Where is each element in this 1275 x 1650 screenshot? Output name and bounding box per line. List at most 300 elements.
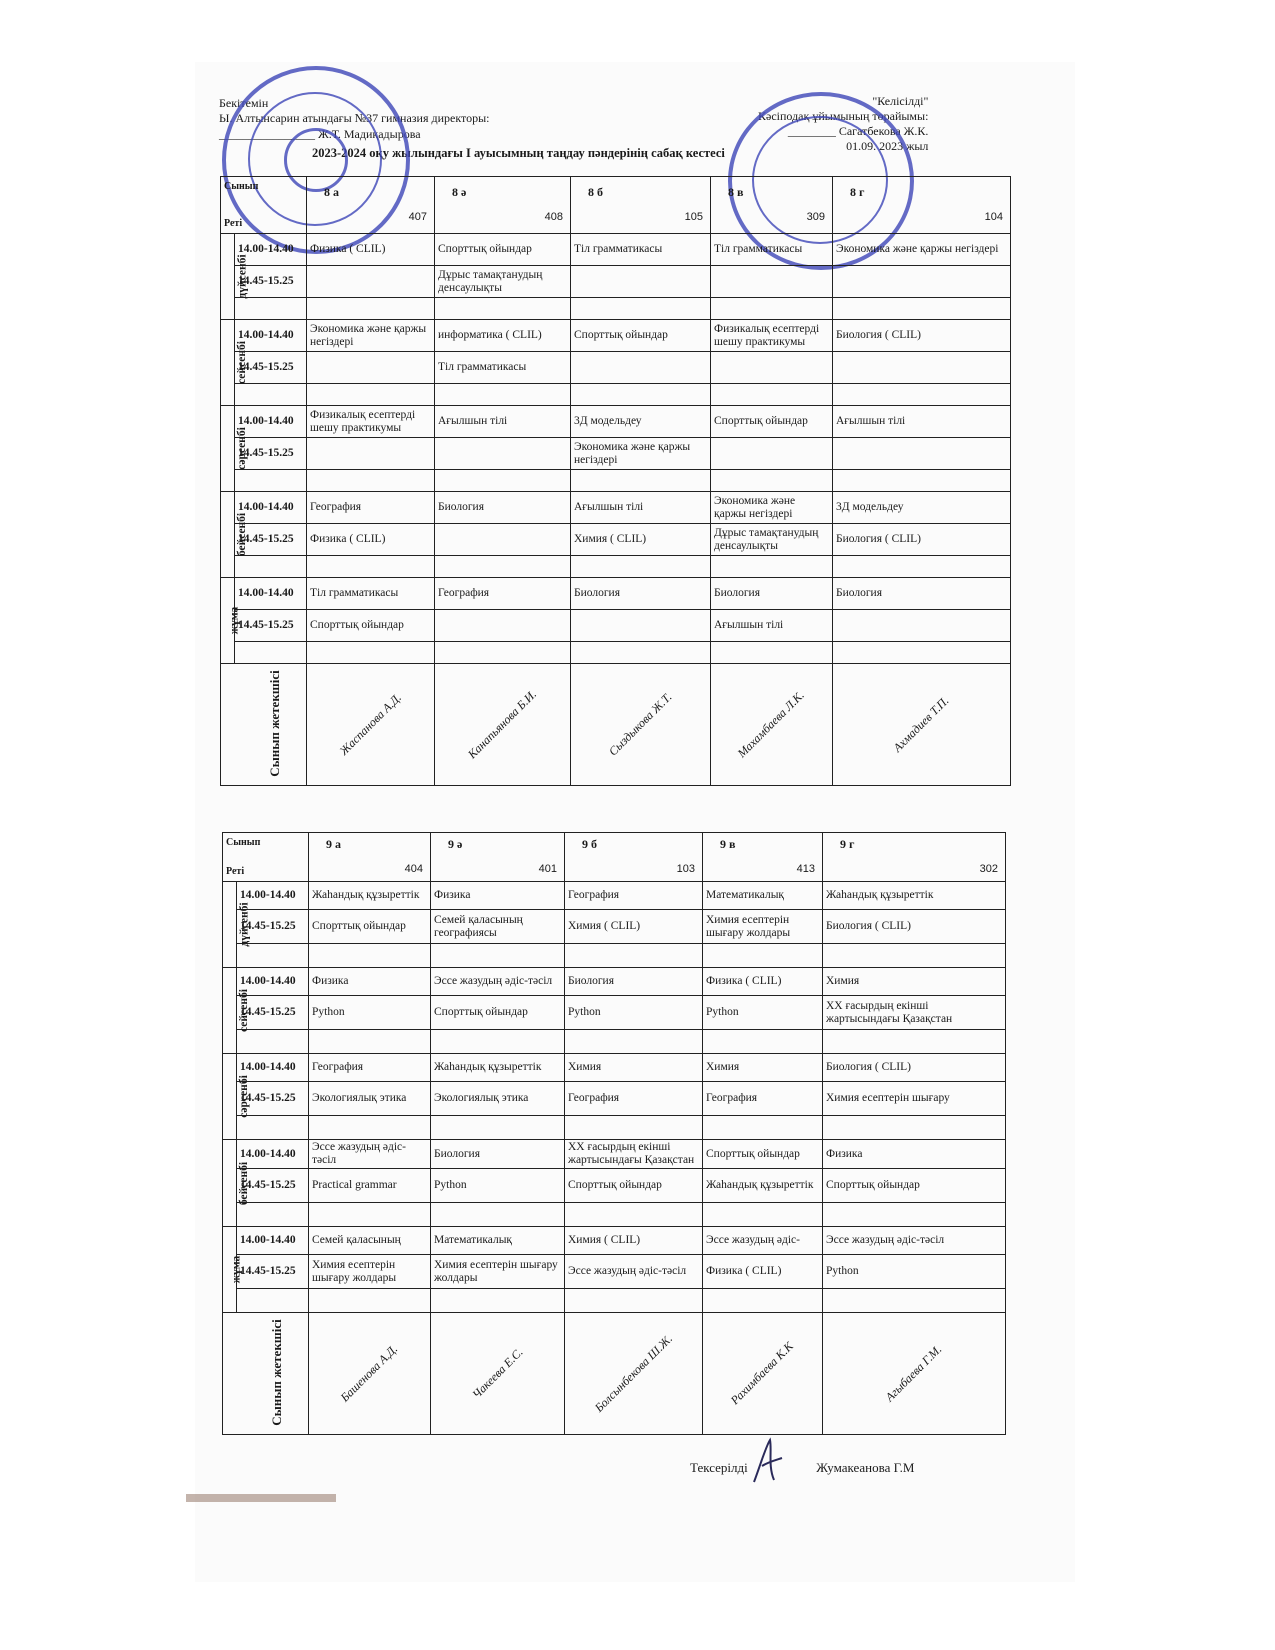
day-cell	[221, 320, 248, 406]
empty-cell	[235, 642, 307, 664]
empty-cell	[565, 1116, 703, 1140]
subject-cell: Python	[565, 996, 703, 1030]
room-number: 104	[984, 211, 1003, 223]
teacher-cell	[571, 664, 711, 786]
schedule-row	[223, 1054, 1006, 1082]
schedule-table-grade-9	[222, 832, 1006, 1435]
time-slot: 14.45-15.25	[237, 1082, 309, 1116]
subject-cell: Химия есептерін шығару жолдары	[703, 910, 823, 944]
time-slot: 14.00-14.40	[237, 968, 309, 996]
subject-cell: Эссе жазудың әдіс-	[703, 1227, 823, 1255]
empty-cell	[307, 298, 435, 320]
class-name: 9 в	[720, 837, 736, 851]
subject-cell: Экологиялық этика	[431, 1082, 565, 1116]
subject-cell: Биология	[833, 578, 1011, 610]
empty-cell	[307, 642, 435, 664]
subject-cell: География	[307, 492, 435, 524]
subject-cell: Тіл грамматикасы	[711, 234, 833, 266]
subject-cell: Биология	[431, 1140, 565, 1169]
subject-cell: XX ғасырдың екінші жартысындағы Қазақстан	[823, 996, 1006, 1030]
subject-cell: Жаһандық құзыреттік	[431, 1054, 565, 1082]
room-number: 408	[544, 211, 563, 223]
empty-cell	[823, 1289, 1006, 1313]
teacher-cell	[833, 664, 1011, 786]
empty-cell	[307, 556, 435, 578]
class-name: 9 а	[326, 837, 341, 851]
subject-cell: Биология	[435, 492, 571, 524]
subject-cell: География	[565, 1082, 703, 1116]
subject-cell	[711, 352, 833, 384]
time-slot: 14.45-15.25	[235, 266, 307, 298]
subject-cell: Физикалық есептерді шешу практикумы	[307, 406, 435, 438]
empty-cell	[435, 298, 571, 320]
teacher-cell	[435, 664, 571, 786]
subject-cell	[833, 610, 1011, 642]
subject-cell: информатика ( CLIL)	[435, 320, 571, 352]
subject-cell: Спорттық ойындар	[307, 610, 435, 642]
spacer-row	[221, 470, 1011, 492]
empty-cell	[823, 1116, 1006, 1140]
subject-cell: Экономика және қаржы негіздері	[307, 320, 435, 352]
subject-cell	[711, 266, 833, 298]
teacher-cell	[565, 1313, 703, 1435]
day-cell	[223, 1227, 243, 1313]
subject-cell: Тіл грамматикасы	[307, 578, 435, 610]
class-label: Сынып	[224, 181, 259, 192]
subject-cell: Python	[823, 1255, 1006, 1289]
empty-cell	[431, 1289, 565, 1313]
empty-cell	[307, 470, 435, 492]
subject-cell	[435, 610, 571, 642]
teacher-name: Рахимбаева К.К	[728, 1338, 797, 1407]
class-header	[703, 833, 823, 882]
room-number: 309	[806, 211, 825, 223]
teacher-cell	[309, 1313, 431, 1435]
empty-cell	[237, 1116, 309, 1140]
room-number: 103	[676, 863, 695, 875]
subject-cell: Python	[309, 996, 431, 1030]
empty-cell	[237, 1203, 309, 1227]
subject-cell: Физикалық есептерді шешу практикумы	[711, 320, 833, 352]
subject-cell: Спорттық ойындар	[431, 996, 565, 1030]
subject-cell: Practical grammar	[309, 1169, 431, 1203]
empty-cell	[833, 384, 1011, 406]
subject-cell	[307, 352, 435, 384]
schedule-row	[221, 492, 1011, 524]
subject-cell	[571, 266, 711, 298]
empty-cell	[431, 1030, 565, 1054]
teacher-cell	[823, 1313, 1006, 1435]
corner-cell	[221, 177, 307, 234]
time-slot: 14.45-15.25	[237, 996, 309, 1030]
class-name: 9 ә	[448, 837, 463, 851]
schedule-row	[221, 406, 1011, 438]
subject-cell	[307, 266, 435, 298]
time-slot: 14.45-15.25	[235, 610, 307, 642]
schedule-row	[223, 910, 1006, 944]
teacher-cell	[703, 1313, 823, 1435]
subject-cell: Эссе жазудың әдіс-тәсіл	[431, 968, 565, 996]
class-header	[571, 177, 711, 234]
approved-label: Бекітемін	[219, 96, 269, 110]
empty-cell	[431, 1203, 565, 1227]
time-slot: 14.45-15.25	[235, 352, 307, 384]
empty-cell	[711, 470, 833, 492]
day-cell	[221, 578, 241, 664]
day-cell	[223, 968, 250, 1054]
schedule-row	[223, 1082, 1006, 1116]
time-slot: 14.00-14.40	[235, 234, 307, 266]
empty-cell	[711, 642, 833, 664]
subject-cell	[571, 610, 711, 642]
schedule-row	[223, 1227, 1006, 1255]
time-slot: 14.00-14.40	[237, 1140, 309, 1169]
spacer-row	[223, 944, 1006, 968]
subject-cell: Физика ( CLIL)	[307, 524, 435, 556]
empty-cell	[703, 1203, 823, 1227]
time-slot: 14.00-14.40	[237, 1227, 309, 1255]
teacher-name: Агыбаева Г.М.	[882, 1341, 945, 1404]
day-label: дүйсенбі	[238, 902, 251, 947]
scan-edge-mark	[186, 1494, 336, 1502]
room-number: 413	[796, 863, 815, 875]
day-label: сәрсенбі	[235, 427, 248, 470]
subject-cell: Биология ( CLIL)	[833, 524, 1011, 556]
subject-cell	[307, 438, 435, 470]
subject-cell: Химия	[823, 968, 1006, 996]
empty-cell	[703, 1116, 823, 1140]
agreed-label: "Келісілді"	[872, 94, 929, 108]
subject-cell: Физика	[823, 1140, 1006, 1169]
empty-cell	[309, 1289, 431, 1313]
subject-cell: Химия ( CLIL)	[565, 1227, 703, 1255]
subject-cell: География	[309, 1054, 431, 1082]
subject-cell: Химия ( CLIL)	[571, 524, 711, 556]
teacher-cell	[711, 664, 833, 786]
empty-cell	[309, 1030, 431, 1054]
subject-cell: Python	[431, 1169, 565, 1203]
subject-cell: Биология ( CLIL)	[823, 1054, 1006, 1082]
subject-cell: Спорттық ойындар	[823, 1169, 1006, 1203]
schedule-row	[223, 1255, 1006, 1289]
day-cell	[221, 234, 249, 320]
subject-cell: Тіл грамматикасы	[571, 234, 711, 266]
subject-cell: Химия есептерін шығару	[823, 1082, 1006, 1116]
subject-cell: Ағылшын тілі	[435, 406, 571, 438]
day-label: сейсенбі	[235, 341, 248, 384]
order-label: Реті	[226, 866, 245, 877]
empty-cell	[571, 642, 711, 664]
director-signature-line: ________________ Ж.Т. Мадиқадырова	[219, 127, 421, 141]
spacer-row	[223, 1030, 1006, 1054]
day-label: жұма	[230, 1255, 243, 1284]
schedule-row	[221, 524, 1011, 556]
class-header	[431, 833, 565, 882]
day-label: жұма	[228, 606, 241, 635]
subject-cell: Эссе жазудың әдіс-тәсіл	[309, 1140, 431, 1169]
subject-cell: Биология	[711, 578, 833, 610]
empty-cell	[309, 1203, 431, 1227]
teacher-name: Канапьянова Б.И.	[465, 686, 540, 761]
empty-cell	[435, 556, 571, 578]
subject-cell: Спорттық ойындар	[565, 1169, 703, 1203]
teacher-label-cell	[223, 1313, 309, 1435]
spacer-row	[223, 1289, 1006, 1313]
day-label: бейсенбі	[236, 512, 249, 557]
empty-cell	[435, 384, 571, 406]
spacer-row	[223, 1116, 1006, 1140]
schedule-row	[223, 1140, 1006, 1169]
subject-cell: XX ғасырдың екінші жартысындағы Қазақстан	[565, 1140, 703, 1169]
time-slot: 14.45-15.25	[235, 438, 307, 470]
subject-cell: Тіл грамматикасы	[435, 352, 571, 384]
empty-cell	[435, 642, 571, 664]
approved-by-line: Ы. Алтынсарин атындағы №37 гимназия директоры:	[219, 111, 490, 125]
teacher-cell	[307, 664, 435, 786]
room-number: 105	[684, 211, 703, 223]
empty-cell	[833, 556, 1011, 578]
subject-cell: Жаһандық құзыреттік	[309, 882, 431, 910]
empty-cell	[571, 470, 711, 492]
empty-cell	[235, 556, 307, 578]
class-name: 9 б	[582, 837, 597, 851]
schedule-row	[221, 234, 1011, 266]
subject-cell: Биология	[565, 968, 703, 996]
time-slot: 14.00-14.40	[237, 882, 309, 910]
day-cell	[223, 1140, 251, 1227]
subject-cell: Дұрыс тамақтанудың денсаулықты	[435, 266, 571, 298]
subject-cell: Физика	[431, 882, 565, 910]
teacher-label: Сынып жетекшісі	[268, 1319, 284, 1426]
empty-cell	[237, 944, 309, 968]
empty-cell	[565, 1289, 703, 1313]
subject-cell: Химия есептерін шығару жолдары	[309, 1255, 431, 1289]
union-line: Кәсіподақ ұйымының төрайымы:	[758, 109, 929, 123]
time-slot: 14.45-15.25	[237, 1169, 309, 1203]
subject-cell: Спорттық ойындар	[309, 910, 431, 944]
subject-cell: Спорттық ойындар	[435, 234, 571, 266]
empty-cell	[309, 944, 431, 968]
teacher-label: Сынып жетекшісі	[266, 670, 282, 777]
spacer-row	[221, 298, 1011, 320]
schedule-row	[223, 882, 1006, 910]
subject-cell: Эссе жазудың әдіс-тәсіл	[565, 1255, 703, 1289]
teacher-name: Болсынбекова Ш.Ж.	[591, 1331, 675, 1415]
empty-cell	[703, 1030, 823, 1054]
schedule-row	[223, 968, 1006, 996]
empty-cell	[711, 298, 833, 320]
empty-cell	[235, 470, 307, 492]
time-slot: 14.45-15.25	[237, 910, 309, 944]
subject-cell	[571, 352, 711, 384]
subject-cell: Химия	[565, 1054, 703, 1082]
teacher-name: Чакеева Е.С.	[468, 1344, 526, 1401]
room-number: 302	[979, 863, 998, 875]
teacher-name: Сыздыкова Ж.Т.	[605, 689, 675, 758]
teacher-name: Ахмадиев Т.П.	[890, 693, 952, 755]
class-name: 8 б	[588, 185, 603, 199]
subject-cell: Химия ( CLIL)	[565, 910, 703, 944]
subject-cell	[833, 266, 1011, 298]
subject-cell: 3Д модельдеу	[833, 492, 1011, 524]
class-header	[565, 833, 703, 882]
subject-cell: Семей қаласының	[309, 1227, 431, 1255]
subject-cell: Спорттық ойындар	[571, 320, 711, 352]
day-cell	[223, 1054, 250, 1140]
class-header	[823, 833, 1006, 882]
subject-cell: Жаһандық құзыреттік	[703, 1169, 823, 1203]
empty-cell	[237, 1289, 309, 1313]
subject-cell	[833, 438, 1011, 470]
class-name: 8 ә	[452, 185, 467, 199]
subject-cell: Химия есептерін шығару жолдары	[431, 1255, 565, 1289]
order-label: Реті	[224, 218, 243, 229]
empty-cell	[431, 1116, 565, 1140]
empty-cell	[823, 944, 1006, 968]
subject-cell: Спорттық ойындар	[703, 1140, 823, 1169]
time-slot: 14.00-14.40	[235, 578, 307, 610]
teacher-label-cell	[221, 664, 307, 786]
schedule-row	[223, 996, 1006, 1030]
subject-cell: Спорттық ойындар	[711, 406, 833, 438]
subject-cell	[435, 438, 571, 470]
subject-cell: Физика ( CLIL)	[703, 1255, 823, 1289]
subject-cell: Экономика және қаржы негіздері	[571, 438, 711, 470]
subject-cell: Python	[703, 996, 823, 1030]
subject-cell: Химия	[703, 1054, 823, 1082]
document-title: 2023-2024 оқу жылындағы I ауысымның таңдау пәндерінің сабақ кестесі	[312, 146, 725, 160]
subject-cell: Биология ( CLIL)	[823, 910, 1006, 944]
spacer-row	[221, 642, 1011, 664]
subject-cell: Ағылшын тілі	[711, 610, 833, 642]
empty-cell	[307, 384, 435, 406]
subject-cell	[833, 352, 1011, 384]
class-label: Сынып	[226, 837, 261, 848]
time-slot: 14.00-14.40	[237, 1054, 309, 1082]
subject-cell: Математикалық	[703, 882, 823, 910]
room-number: 401	[538, 863, 557, 875]
time-slot: 14.45-15.25	[235, 524, 307, 556]
schedule-row	[221, 610, 1011, 642]
empty-cell	[703, 1289, 823, 1313]
spacer-row	[221, 384, 1011, 406]
teacher-name: Башенова А.Д.	[337, 1341, 401, 1404]
day-label: сейсенбі	[237, 989, 250, 1032]
empty-cell	[237, 1030, 309, 1054]
schedule-row	[221, 438, 1011, 470]
subject-cell: Экономика және қаржы негіздері	[711, 492, 833, 524]
schedule-row	[221, 320, 1011, 352]
empty-cell	[571, 384, 711, 406]
subject-cell: География	[565, 882, 703, 910]
subject-cell: Физика	[309, 968, 431, 996]
room-number: 404	[404, 863, 423, 875]
time-slot: 14.00-14.40	[235, 406, 307, 438]
subject-cell: География	[435, 578, 571, 610]
empty-cell	[571, 298, 711, 320]
empty-cell	[565, 944, 703, 968]
time-slot: 14.00-14.40	[235, 492, 307, 524]
class-name: 8 в	[728, 185, 744, 199]
empty-cell	[833, 470, 1011, 492]
empty-cell	[833, 642, 1011, 664]
day-cell	[221, 492, 249, 578]
teacher-name: Жаспанова А.Д.	[336, 689, 404, 758]
day-label: дүйсенбі	[236, 254, 249, 299]
schedule-row	[221, 266, 1011, 298]
time-slot: 14.00-14.40	[235, 320, 307, 352]
subject-cell: Дұрыс тамақтанудың денсаулықты	[711, 524, 833, 556]
subject-cell: 3Д модельдеу	[571, 406, 711, 438]
spacer-row	[223, 1203, 1006, 1227]
checked-by-name: Жумакеанова Г.М	[816, 1460, 915, 1475]
empty-cell	[565, 1203, 703, 1227]
subject-cell: Жаһандық құзыреттік	[823, 882, 1006, 910]
day-label: сәрсенбі	[237, 1075, 250, 1118]
subject-cell: Математикалық	[431, 1227, 565, 1255]
class-name: 8 г	[850, 185, 865, 199]
empty-cell	[833, 298, 1011, 320]
class-header	[309, 833, 431, 882]
room-number: 407	[408, 211, 427, 223]
day-cell	[221, 406, 248, 492]
subject-cell: Биология ( CLIL)	[833, 320, 1011, 352]
empty-cell	[565, 1030, 703, 1054]
empty-cell	[431, 944, 565, 968]
subject-cell: Экономика және қаржы негіздері	[833, 234, 1011, 266]
class-header	[711, 177, 833, 234]
corner-cell	[223, 833, 309, 882]
subject-cell: Эссе жазудың әдіс-тәсіл	[823, 1227, 1006, 1255]
empty-cell	[711, 556, 833, 578]
spacer-row	[221, 556, 1011, 578]
class-header	[307, 177, 435, 234]
teacher-name: Махамбаева Л.К.	[734, 687, 808, 760]
subject-cell: Семей қаласының географиясы	[431, 910, 565, 944]
schedule-row	[223, 1169, 1006, 1203]
checked-by-line	[690, 1460, 914, 1476]
subject-cell: Ағылшын тілі	[571, 492, 711, 524]
class-header	[833, 177, 1011, 234]
schedule-table-grade-8	[220, 176, 1011, 786]
empty-cell	[823, 1203, 1006, 1227]
empty-cell	[309, 1116, 431, 1140]
empty-cell	[235, 384, 307, 406]
subject-cell	[435, 524, 571, 556]
checked-label: Тексерілді	[690, 1460, 748, 1475]
empty-cell	[235, 298, 307, 320]
subject-cell	[711, 438, 833, 470]
empty-cell	[703, 944, 823, 968]
union-signature-line: ________ Сагатбекова Ж.К.	[787, 124, 929, 138]
empty-cell	[823, 1030, 1006, 1054]
empty-cell	[571, 556, 711, 578]
class-header	[435, 177, 571, 234]
document-date: 01.09. 2023 жыл	[846, 139, 929, 153]
subject-cell: Физика ( CLIL)	[307, 234, 435, 266]
subject-cell: Экологиялық этика	[309, 1082, 431, 1116]
subject-cell: Биология	[571, 578, 711, 610]
class-name: 9 г	[840, 837, 855, 851]
schedule-row	[221, 352, 1011, 384]
day-cell	[223, 882, 251, 968]
empty-cell	[435, 470, 571, 492]
subject-cell: Ағылшын тілі	[833, 406, 1011, 438]
teacher-cell	[431, 1313, 565, 1435]
time-slot: 14.45-15.25	[237, 1255, 309, 1289]
subject-cell: География	[703, 1082, 823, 1116]
class-name: 8 а	[324, 185, 339, 199]
